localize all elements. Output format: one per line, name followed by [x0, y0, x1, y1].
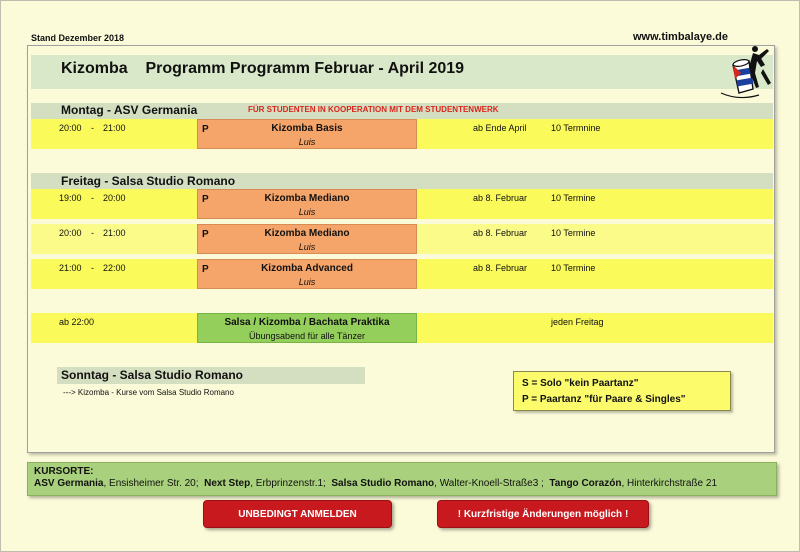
course-teacher: Luis	[298, 242, 316, 252]
venue-name: Tango Corazón	[549, 478, 622, 489]
time-to: 21:00	[103, 228, 126, 238]
montag-title: Montag - ASV Germania	[61, 103, 198, 117]
page-title	[61, 60, 464, 78]
time-from: 21:00	[59, 263, 82, 273]
number-of-dates: 10 Termine	[551, 228, 596, 238]
course-name: Kizomba Mediano	[264, 228, 350, 239]
course-name: Kizomba Mediano	[264, 193, 350, 204]
legend-paar: P = Paartanz "für Paare & Singles"	[522, 394, 686, 405]
legend-solo: S = Solo "kein Paartanz"	[522, 378, 639, 389]
stand-date: Stand Dezember 2018	[31, 33, 125, 43]
praktika-time: ab 22:00	[59, 317, 95, 327]
start-date: ab 8. Februar	[473, 193, 528, 203]
sonntag-note: ---> Kizomba - Kurse vom Salsa Studio Romano	[63, 388, 234, 397]
course-box	[197, 119, 417, 149]
course-box	[197, 189, 417, 219]
cooperation-note: FÜR STUDENTEN IN KOOPERATION MIT DEM STUDENTENWERK	[248, 105, 499, 114]
course-teacher: Luis	[298, 137, 316, 147]
praktika-subtitle: Übungsabend für alle Tänzer	[249, 331, 365, 341]
program-title: Programm Programm Februar - April 2019	[145, 60, 465, 77]
praktika-frequency: jeden Freitag	[551, 317, 604, 327]
number-of-dates: 10 Termnine	[551, 123, 601, 133]
website-link[interactable]: www.timbalaye.de	[633, 31, 728, 43]
venue-address: , Walter-Knoell-Straße3 ;	[434, 478, 544, 489]
course-type: P	[202, 124, 209, 135]
time-dash: -	[91, 193, 94, 203]
kursorte-list	[34, 478, 770, 489]
start-date: ab 8. Februar	[473, 228, 528, 238]
course-type: P	[202, 194, 209, 205]
venue-name: Salsa Studio Romano	[331, 478, 435, 489]
course-box	[197, 224, 417, 254]
register-button[interactable]: UNBEDINGT ANMELDEN	[203, 500, 392, 528]
time-from: 20:00	[59, 123, 82, 133]
course-box	[197, 259, 417, 289]
time-dash: -	[91, 263, 94, 273]
course-name: Kizomba Advanced	[261, 263, 353, 274]
course-teacher: Luis	[298, 277, 316, 287]
number-of-dates: 10 Termine	[551, 193, 596, 203]
time-to: 20:00	[103, 193, 126, 203]
timbalaye-logo	[719, 43, 773, 101]
course-name: Kizomba Basis	[271, 123, 343, 134]
venue-name: Next Step	[204, 478, 251, 489]
venue-address: , Erbprinzenstr.1;	[250, 478, 326, 489]
freitag-title: Freitag - Salsa Studio Romano	[61, 174, 236, 188]
number-of-dates: 10 Termine	[551, 263, 596, 273]
praktika-name: Salsa / Kizomba / Bachata Praktika	[224, 317, 390, 328]
kursorte-box	[27, 462, 777, 496]
course-type: P	[202, 229, 209, 240]
time-from: 19:00	[59, 193, 82, 203]
kursorte-title: KURSORTE:	[34, 466, 94, 477]
praktika-box	[197, 313, 417, 343]
start-date: ab 8. Februar	[473, 263, 528, 273]
course-teacher: Luis	[298, 207, 316, 217]
venue-address: , Ensisheimer Str. 20;	[103, 478, 199, 489]
dance-name: Kizomba	[61, 60, 128, 77]
venue-address: , Hinterkirchstraße 21	[621, 478, 718, 489]
time-dash: -	[91, 228, 94, 238]
time-to: 21:00	[103, 123, 126, 133]
time-dash: -	[91, 123, 94, 133]
changes-notice-button[interactable]: ! Kurzfristige Änderungen möglich !	[437, 500, 649, 528]
time-to: 22:00	[103, 263, 126, 273]
start-date: ab Ende April	[473, 123, 527, 133]
sonntag-title: Sonntag - Salsa Studio Romano	[61, 368, 244, 382]
course-type: P	[202, 264, 209, 275]
venue-name: ASV Germania	[34, 478, 104, 489]
time-from: 20:00	[59, 228, 82, 238]
legend-box	[513, 371, 731, 411]
